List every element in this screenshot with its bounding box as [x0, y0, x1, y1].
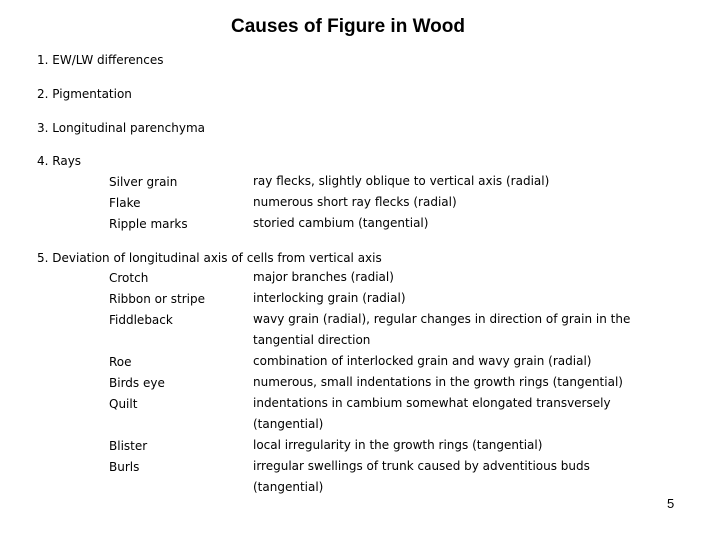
deviation-desc-quilt: indentations in cambium somewhat elongated transversely (tangential) — [253, 396, 611, 431]
deviation-term-fiddleback: Fiddleback — [109, 313, 173, 327]
list-item-pigmentation: 2. Pigmentation — [37, 87, 132, 101]
deviation-term-roe: Roe — [109, 355, 132, 369]
list-item-rays: 4. Rays — [37, 154, 82, 168]
deviation-term-quilt: Quilt — [109, 397, 138, 411]
deviation-desc-ribbon: interlocking grain (radial) — [253, 291, 406, 305]
list-item-ew-lw: 1. EW/LW differences — [37, 53, 164, 67]
rays-term-silver-grain: Silver grain — [109, 175, 178, 189]
deviation-term-ribbon: Ribbon or stripe — [109, 292, 205, 306]
rays-desc-silver-grain: ray flecks, slightly oblique to vertical axis (radial) — [253, 174, 550, 188]
rays-term-flake: Flake — [109, 196, 141, 210]
deviation-desc-roe: combination of interlocked grain and wavy grain (radial) — [253, 354, 592, 368]
page-title: Causes of Figure in Wood — [231, 16, 465, 37]
deviation-desc-birds-eye: numerous, small indentations in the growth rings (tangential) — [253, 375, 623, 389]
rays-term-ripple-marks: Ripple marks — [109, 217, 188, 231]
deviation-desc-blister: local irregularity in the growth rings (tangential) — [253, 438, 543, 452]
list-item-deviation: 5. Deviation of longitudinal axis of cells from vertical axis — [37, 251, 382, 265]
deviation-term-crotch: Crotch — [109, 271, 149, 285]
deviation-desc-burls: irregular swellings of trunk caused by adventitious buds (tangential) — [253, 459, 590, 494]
rays-desc-flake: numerous short ray flecks (radial) — [253, 195, 457, 209]
deviation-term-birds-eye: Birds eye — [109, 376, 165, 390]
rays-desc-ripple-marks: storied cambium (tangential) — [253, 216, 429, 230]
deviation-term-burls: Burls — [109, 460, 140, 474]
deviation-term-blister: Blister — [109, 439, 148, 453]
page-number: 5 — [667, 496, 675, 511]
deviation-desc-crotch: major branches (radial) — [253, 270, 394, 284]
list-item-parenchyma: 3. Longitudinal parenchyma — [37, 121, 205, 135]
deviation-desc-fiddleback: wavy grain (radial), regular changes in direction of grain in the tangential direction — [253, 312, 631, 347]
